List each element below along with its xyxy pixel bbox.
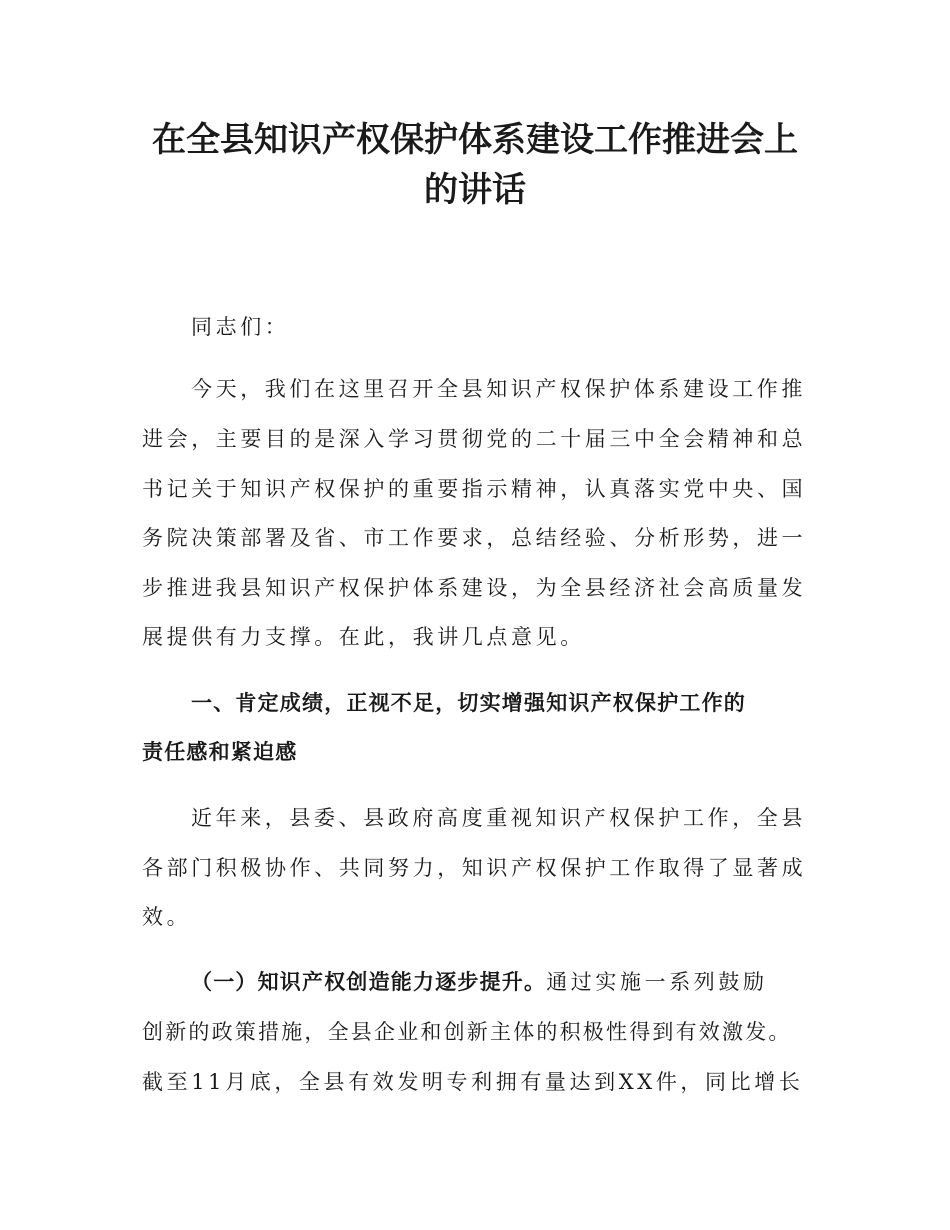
subsection-heading: （一）知识产权创造能力逐步提升。 [191,970,547,994]
subsection-paragraph-line: 截至11月底，全县有效发明专利拥有量达到XX件，同比增长 [142,1070,804,1094]
subsection-first-line [191,966,768,998]
subsection-paragraph-line: 创新的政策措施，全县企业和创新主体的积极性得到有效激发。 [142,1020,792,1044]
section-paragraph-line: 近年来，县委、县政府高度重视知识产权保护工作，全县 [191,806,806,830]
intro-line: 务院决策部署及省、市工作要求，总结经验、分析形势，进一 [142,526,807,550]
document-title-line-1: 在全县知识产权保护体系建设工作推进会上 [152,120,798,160]
intro-line: 书记关于知识产权保护的重要指示精神，认真落实党中央、国 [142,477,807,501]
section-heading-line-2: 责任感和紧迫感 [142,740,298,764]
document-title-line-2: 的讲话 [424,170,526,210]
intro-line: 展提供有力支撑。在此，我讲几点意见。 [142,625,585,649]
subsection-text: 通过实施一系列鼓励 [546,970,768,994]
salutation: 同志们： [191,315,290,339]
section-paragraph-line: 各部门积极协作、共同努力，知识产权保护工作取得了显著成 [142,856,807,880]
section-heading-line-1: 一、肯定成绩，正视不足，切实增强知识产权保护工作的 [191,691,746,715]
intro-line: 今天，我们在这里召开全县知识产权保护体系建设工作推 [191,377,806,401]
intro-line: 步推进我县知识产权保护体系建设，为全县经济社会高质量发 [142,576,807,600]
section-paragraph-line: 效。 [142,905,192,929]
intro-line: 进会，主要目的是深入学习贯彻党的二十届三中全会精神和总 [142,427,807,451]
